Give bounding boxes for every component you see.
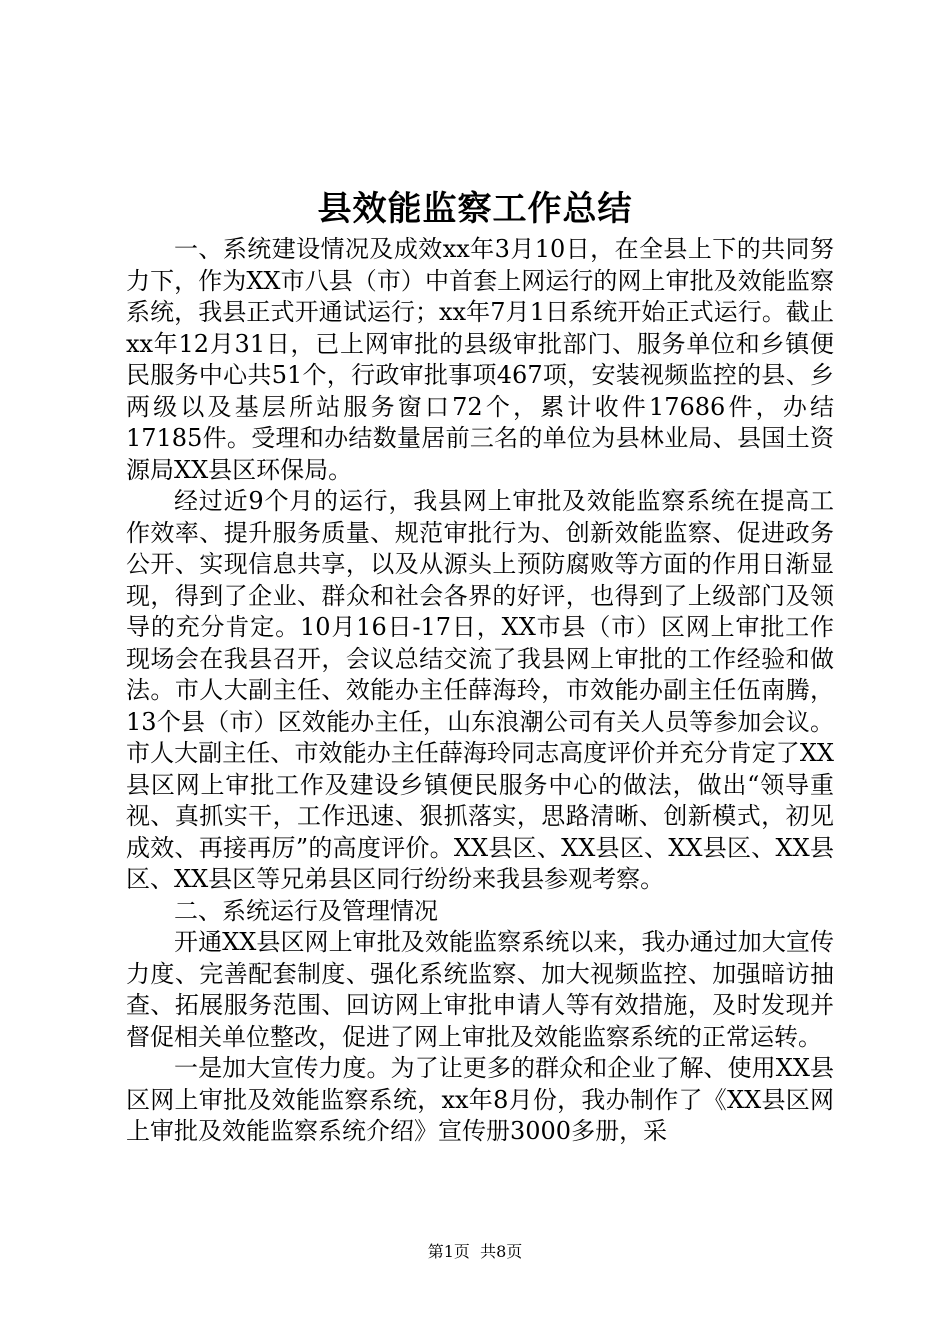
paragraph-system-construction: 一、系统建设情况及成效xx年3月10日，在全县上下的共同努力下，作为XX市八县（市）中首套上网运行的网上审批及效能监察系统，我县正式开通试运行；xx年7月1日系统开始正式运行。截止xx年12月31日，已上网审批的县级审批部门、服务单位和乡镇便民服务中心共51个，行政审批事项467项，安装视频监控的县、乡两级以及基层所站服务窗口72个，累计收件17686件，办结17185件。受理和办结数量居前三名的单位为县林业局、县国土资源局XX县区环保局。 [126,235,834,484]
page-total: 共8页 [480,1242,523,1261]
section-heading-operation-management: 二、系统运行及管理情况 [174,896,438,925]
paragraph-publicity: 一是加大宣传力度。为了让更多的群众和企业了解、使用XX县区网上审批及效能监察系统，xx年8月份，我办制作了《XX县区网上审批及效能监察系统介绍》宣传册3000多册，采 [126,1054,834,1145]
page-number: 第1页 [427,1242,470,1261]
paragraph-management-measures: 开通XX县区网上审批及效能监察系统以来，我办通过加大宣传力度、完善配套制度、强化系统监察、加大视频监控、加强暗访抽查、拓展服务范围、回访网上审批申请人等有效措施，及时发现并督促相关单位整改，促进了网上审批及效能监察系统的正常运转。 [126,928,834,1051]
document-body [126,234,834,1148]
page-footer [0,1240,950,1264]
paragraph-operation-results: 经过近9个月的运行，我县网上审批及效能监察系统在提高工作效率、提升服务质量、规范审批行为、创新效能监察、促进政务公开、实现信息共享，以及从源头上预防腐败等方面的作用日渐显现，得到了企业、群众和社会各界的好评，也得到了上级部门及领导的充分肯定。10月16日-17日，XX市县（市）区网上审批工作现场会在我县召开，会议总结交流了我县网上审批的工作经验和做法。市人大副主任、效能办主任薛海玲，市效能办副主任伍南腾，13个县（市）区效能办主任，山东浪潮公司有关人员等参加会议。市人大副主任、市效能办主任薛海玲同志高度评价并充分肯定了XX县区网上审批工作及建设乡镇便民服务中心的做法，做出“领导重视、真抓实干，工作迅速、狠抓落实，思路清晰、创新模式，初见成效、再接再厉”的高度评价。XX县区、XX县区、XX县区、XX县区、XX县区等兄弟县区同行纷纷来我县参观考察。 [126,487,834,893]
document-title: 县效能监察工作总结 [317,189,633,229]
